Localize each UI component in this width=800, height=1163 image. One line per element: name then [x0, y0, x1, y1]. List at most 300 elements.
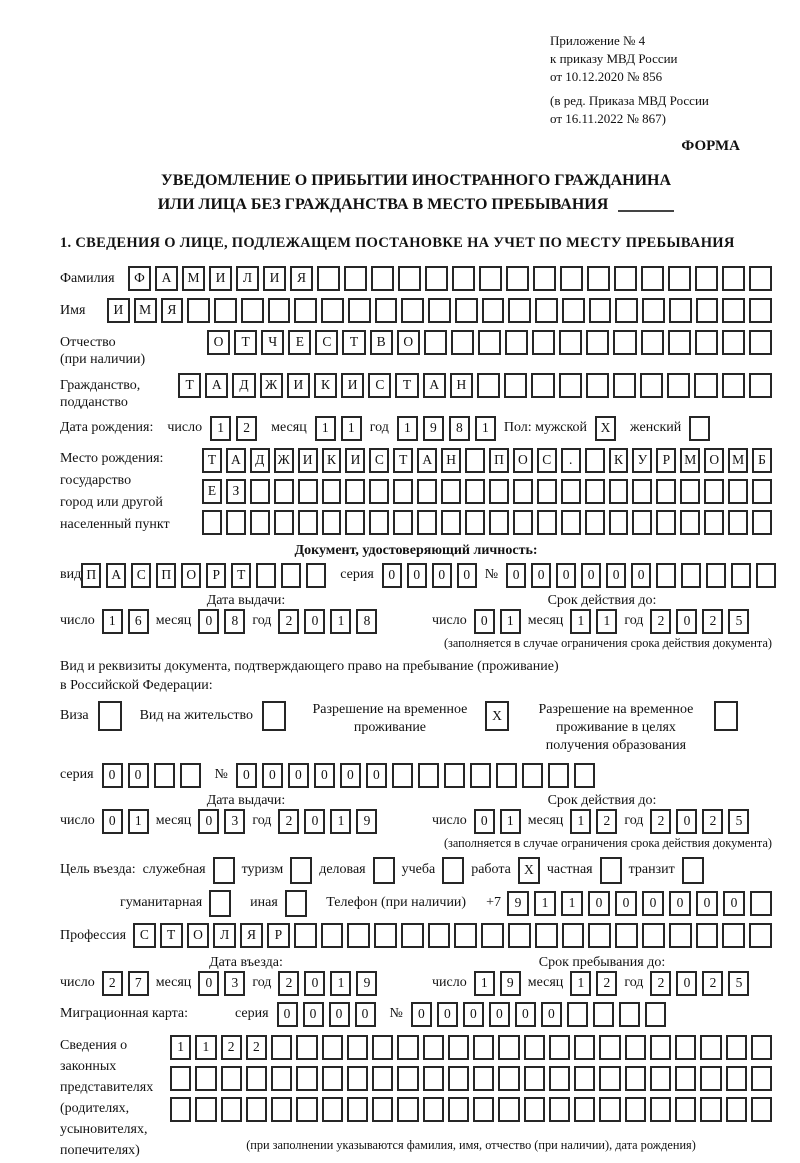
- char-box[interactable]: 0: [102, 763, 123, 788]
- char-box[interactable]: К: [609, 448, 629, 473]
- char-box[interactable]: [202, 510, 222, 535]
- char-box[interactable]: 0: [366, 763, 387, 788]
- char-box[interactable]: [656, 479, 676, 504]
- char-box[interactable]: [221, 1097, 242, 1122]
- char-box[interactable]: [728, 510, 748, 535]
- char-box[interactable]: [369, 479, 389, 504]
- char-box[interactable]: Л: [213, 923, 236, 948]
- char-box[interactable]: Р: [656, 448, 676, 473]
- char-box[interactable]: 0: [303, 1002, 324, 1027]
- char-box[interactable]: [250, 479, 270, 504]
- char-box[interactable]: [722, 330, 745, 355]
- char-box[interactable]: [271, 1035, 292, 1060]
- char-box[interactable]: С: [369, 448, 389, 473]
- char-box[interactable]: [695, 266, 718, 291]
- char-box[interactable]: [632, 479, 652, 504]
- char-box[interactable]: [625, 1097, 646, 1122]
- char-box[interactable]: [613, 330, 636, 355]
- char-box[interactable]: [268, 298, 291, 323]
- char-box[interactable]: [180, 763, 201, 788]
- char-box[interactable]: [481, 923, 504, 948]
- char-box[interactable]: [522, 763, 543, 788]
- char-box[interactable]: Т: [202, 448, 222, 473]
- char-box[interactable]: [642, 298, 665, 323]
- char-box[interactable]: 1: [474, 971, 495, 996]
- char-box[interactable]: 2: [102, 971, 123, 996]
- char-box[interactable]: [614, 266, 637, 291]
- char-box[interactable]: [374, 923, 397, 948]
- char-box[interactable]: [669, 923, 692, 948]
- char-box[interactable]: О: [397, 330, 420, 355]
- char-box[interactable]: [465, 479, 485, 504]
- char-box[interactable]: [749, 330, 772, 355]
- char-box[interactable]: 1: [315, 416, 336, 441]
- char-box[interactable]: [393, 479, 413, 504]
- char-box[interactable]: [504, 373, 527, 398]
- char-box[interactable]: 0: [606, 563, 626, 588]
- char-box[interactable]: [321, 298, 344, 323]
- char-box[interactable]: 0: [588, 891, 610, 916]
- char-box[interactable]: 1: [128, 809, 149, 834]
- char-box[interactable]: [344, 266, 367, 291]
- char-box[interactable]: [417, 479, 437, 504]
- char-box[interactable]: [347, 1066, 368, 1091]
- char-box[interactable]: [749, 266, 772, 291]
- char-box[interactable]: О: [513, 448, 533, 473]
- char-box[interactable]: [562, 923, 585, 948]
- char-box[interactable]: [417, 510, 437, 535]
- char-box[interactable]: [448, 1097, 469, 1122]
- char-box[interactable]: Ж: [274, 448, 294, 473]
- char-box[interactable]: [372, 1066, 393, 1091]
- char-box[interactable]: [401, 923, 424, 948]
- char-box[interactable]: С: [133, 923, 156, 948]
- char-box[interactable]: [589, 298, 612, 323]
- char-box[interactable]: [561, 510, 581, 535]
- char-box[interactable]: [641, 330, 664, 355]
- char-box[interactable]: [397, 1066, 418, 1091]
- char-box[interactable]: [321, 923, 344, 948]
- char-box[interactable]: [401, 298, 424, 323]
- char-box[interactable]: [535, 298, 558, 323]
- char-box[interactable]: 1: [570, 609, 591, 634]
- char-box[interactable]: [451, 330, 474, 355]
- char-box[interactable]: [465, 448, 485, 473]
- char-box[interactable]: [506, 266, 529, 291]
- char-box[interactable]: [271, 1066, 292, 1091]
- char-box[interactable]: 2: [650, 809, 671, 834]
- char-box[interactable]: М: [728, 448, 748, 473]
- char-box[interactable]: 9: [507, 891, 529, 916]
- char-box[interactable]: [609, 479, 629, 504]
- char-box[interactable]: [508, 298, 531, 323]
- char-box[interactable]: [704, 510, 724, 535]
- char-box[interactable]: 0: [304, 971, 325, 996]
- char-box[interactable]: К: [314, 373, 337, 398]
- char-box[interactable]: [751, 1097, 772, 1122]
- char-box[interactable]: [452, 266, 475, 291]
- char-box[interactable]: [675, 1097, 696, 1122]
- char-box[interactable]: [722, 298, 745, 323]
- char-box[interactable]: [650, 1097, 671, 1122]
- char-box[interactable]: Р: [206, 563, 226, 588]
- char-box[interactable]: [650, 1035, 671, 1060]
- char-box[interactable]: К: [322, 448, 342, 473]
- char-box[interactable]: [170, 1097, 191, 1122]
- char-box[interactable]: [749, 298, 772, 323]
- char-box[interactable]: 0: [457, 563, 477, 588]
- char-box[interactable]: [726, 1066, 747, 1091]
- char-box[interactable]: [668, 330, 691, 355]
- char-box[interactable]: 0: [432, 563, 452, 588]
- char-box[interactable]: А: [226, 448, 246, 473]
- char-box[interactable]: 2: [650, 971, 671, 996]
- char-box[interactable]: П: [156, 563, 176, 588]
- char-box[interactable]: Ч: [261, 330, 284, 355]
- char-box[interactable]: 7: [128, 971, 149, 996]
- char-box[interactable]: [535, 923, 558, 948]
- char-box[interactable]: [398, 266, 421, 291]
- char-box[interactable]: [714, 701, 738, 731]
- char-box[interactable]: [322, 1066, 343, 1091]
- char-box[interactable]: [465, 510, 485, 535]
- char-box[interactable]: [524, 1097, 545, 1122]
- char-box[interactable]: [454, 923, 477, 948]
- char-box[interactable]: [726, 1035, 747, 1060]
- char-box[interactable]: [296, 1097, 317, 1122]
- char-box[interactable]: [531, 373, 554, 398]
- char-box[interactable]: [213, 857, 235, 884]
- char-box[interactable]: А: [106, 563, 126, 588]
- char-box[interactable]: X: [595, 416, 616, 441]
- char-box[interactable]: [98, 701, 122, 731]
- char-box[interactable]: 3: [224, 809, 245, 834]
- char-box[interactable]: Я: [161, 298, 184, 323]
- char-box[interactable]: 1: [170, 1035, 191, 1060]
- char-box[interactable]: [667, 373, 690, 398]
- char-box[interactable]: [285, 890, 307, 917]
- char-box[interactable]: [489, 479, 509, 504]
- char-box[interactable]: [296, 1066, 317, 1091]
- char-box[interactable]: 2: [278, 809, 299, 834]
- char-box[interactable]: З: [226, 479, 246, 504]
- char-box[interactable]: [537, 510, 557, 535]
- char-box[interactable]: [505, 330, 528, 355]
- char-box[interactable]: [750, 891, 772, 916]
- char-box[interactable]: [599, 1035, 620, 1060]
- char-box[interactable]: .: [561, 448, 581, 473]
- char-box[interactable]: 1: [475, 416, 496, 441]
- char-box[interactable]: Ж: [260, 373, 283, 398]
- char-box[interactable]: 2: [702, 609, 723, 634]
- char-box[interactable]: О: [187, 923, 210, 948]
- char-box[interactable]: 1: [195, 1035, 216, 1060]
- char-box[interactable]: [498, 1066, 519, 1091]
- char-box[interactable]: [549, 1066, 570, 1091]
- char-box[interactable]: [195, 1097, 216, 1122]
- char-box[interactable]: [532, 330, 555, 355]
- char-box[interactable]: [441, 510, 461, 535]
- char-box[interactable]: Т: [160, 923, 183, 948]
- char-box[interactable]: X: [485, 701, 509, 731]
- char-box[interactable]: [170, 1066, 191, 1091]
- char-box[interactable]: И: [263, 266, 286, 291]
- char-box[interactable]: 9: [500, 971, 521, 996]
- char-box[interactable]: Т: [234, 330, 257, 355]
- char-box[interactable]: [195, 1066, 216, 1091]
- char-box[interactable]: 1: [210, 416, 231, 441]
- char-box[interactable]: 0: [581, 563, 601, 588]
- char-box[interactable]: [641, 266, 664, 291]
- char-box[interactable]: 0: [128, 763, 149, 788]
- char-box[interactable]: А: [417, 448, 437, 473]
- char-box[interactable]: [749, 373, 772, 398]
- char-box[interactable]: И: [341, 373, 364, 398]
- char-box[interactable]: 1: [330, 809, 351, 834]
- char-box[interactable]: [625, 1066, 646, 1091]
- char-box[interactable]: 0: [314, 763, 335, 788]
- char-box[interactable]: [625, 1035, 646, 1060]
- char-box[interactable]: Т: [393, 448, 413, 473]
- char-box[interactable]: П: [489, 448, 509, 473]
- char-box[interactable]: И: [209, 266, 232, 291]
- char-box[interactable]: 0: [288, 763, 309, 788]
- char-box[interactable]: Т: [342, 330, 365, 355]
- char-box[interactable]: [619, 1002, 640, 1027]
- char-box[interactable]: [392, 763, 413, 788]
- char-box[interactable]: [428, 923, 451, 948]
- char-box[interactable]: [642, 923, 665, 948]
- char-box[interactable]: [586, 330, 609, 355]
- char-box[interactable]: [428, 298, 451, 323]
- char-box[interactable]: [695, 330, 718, 355]
- char-box[interactable]: [675, 1066, 696, 1091]
- char-box[interactable]: 9: [356, 971, 377, 996]
- char-box[interactable]: [372, 1097, 393, 1122]
- char-box[interactable]: Н: [441, 448, 461, 473]
- char-box[interactable]: [347, 923, 370, 948]
- char-box[interactable]: [513, 479, 533, 504]
- char-box[interactable]: 9: [423, 416, 444, 441]
- char-box[interactable]: [290, 857, 312, 884]
- char-box[interactable]: 0: [304, 809, 325, 834]
- char-box[interactable]: [214, 298, 237, 323]
- char-box[interactable]: [681, 563, 701, 588]
- char-box[interactable]: [588, 923, 611, 948]
- char-box[interactable]: [549, 1035, 570, 1060]
- char-box[interactable]: [508, 923, 531, 948]
- char-box[interactable]: [478, 330, 501, 355]
- char-box[interactable]: 0: [355, 1002, 376, 1027]
- char-box[interactable]: С: [537, 448, 557, 473]
- char-box[interactable]: О: [704, 448, 724, 473]
- char-box[interactable]: [479, 266, 502, 291]
- char-box[interactable]: Е: [288, 330, 311, 355]
- char-box[interactable]: 0: [669, 891, 691, 916]
- char-box[interactable]: [448, 1066, 469, 1091]
- char-box[interactable]: [373, 857, 395, 884]
- char-box[interactable]: 2: [221, 1035, 242, 1060]
- char-box[interactable]: 0: [631, 563, 651, 588]
- char-box[interactable]: 0: [642, 891, 664, 916]
- char-box[interactable]: [609, 510, 629, 535]
- char-box[interactable]: [706, 563, 726, 588]
- char-box[interactable]: [442, 857, 464, 884]
- char-box[interactable]: 0: [382, 563, 402, 588]
- char-box[interactable]: 6: [128, 609, 149, 634]
- char-box[interactable]: [393, 510, 413, 535]
- char-box[interactable]: [345, 479, 365, 504]
- char-box[interactable]: [294, 298, 317, 323]
- char-box[interactable]: [574, 1035, 595, 1060]
- char-box[interactable]: Р: [267, 923, 290, 948]
- char-box[interactable]: [524, 1066, 545, 1091]
- char-box[interactable]: 8: [224, 609, 245, 634]
- char-box[interactable]: [669, 298, 692, 323]
- char-box[interactable]: П: [81, 563, 101, 588]
- char-box[interactable]: [668, 266, 691, 291]
- char-box[interactable]: [704, 479, 724, 504]
- char-box[interactable]: [348, 298, 371, 323]
- char-box[interactable]: 0: [262, 763, 283, 788]
- char-box[interactable]: [369, 510, 389, 535]
- char-box[interactable]: [345, 510, 365, 535]
- char-box[interactable]: [425, 266, 448, 291]
- char-box[interactable]: [537, 479, 557, 504]
- char-box[interactable]: 0: [541, 1002, 562, 1027]
- char-box[interactable]: [722, 266, 745, 291]
- char-box[interactable]: [751, 1035, 772, 1060]
- char-box[interactable]: [574, 763, 595, 788]
- char-box[interactable]: [726, 1097, 747, 1122]
- char-box[interactable]: 0: [411, 1002, 432, 1027]
- char-box[interactable]: 0: [696, 891, 718, 916]
- char-box[interactable]: [560, 266, 583, 291]
- char-box[interactable]: [455, 298, 478, 323]
- char-box[interactable]: [700, 1097, 721, 1122]
- char-box[interactable]: И: [298, 448, 318, 473]
- char-box[interactable]: 9: [356, 809, 377, 834]
- char-box[interactable]: [441, 479, 461, 504]
- char-box[interactable]: [656, 510, 676, 535]
- char-box[interactable]: [574, 1066, 595, 1091]
- char-box[interactable]: А: [155, 266, 178, 291]
- char-box[interactable]: [477, 373, 500, 398]
- char-box[interactable]: [559, 373, 582, 398]
- char-box[interactable]: [397, 1035, 418, 1060]
- char-box[interactable]: Е: [202, 479, 222, 504]
- char-box[interactable]: [700, 1066, 721, 1091]
- char-box[interactable]: [473, 1066, 494, 1091]
- char-box[interactable]: [524, 1035, 545, 1060]
- char-box[interactable]: О: [207, 330, 230, 355]
- char-box[interactable]: [274, 510, 294, 535]
- char-box[interactable]: Д: [232, 373, 255, 398]
- char-box[interactable]: [296, 1035, 317, 1060]
- char-box[interactable]: [372, 1035, 393, 1060]
- char-box[interactable]: [473, 1097, 494, 1122]
- char-box[interactable]: [689, 416, 710, 441]
- char-box[interactable]: [700, 1035, 721, 1060]
- char-box[interactable]: 0: [198, 809, 219, 834]
- char-box[interactable]: О: [181, 563, 201, 588]
- char-box[interactable]: [371, 266, 394, 291]
- char-box[interactable]: Т: [178, 373, 201, 398]
- char-box[interactable]: [559, 330, 582, 355]
- char-box[interactable]: 8: [449, 416, 470, 441]
- char-box[interactable]: [271, 1097, 292, 1122]
- char-box[interactable]: [246, 1066, 267, 1091]
- char-box[interactable]: [250, 510, 270, 535]
- char-box[interactable]: М: [680, 448, 700, 473]
- char-box[interactable]: 2: [650, 609, 671, 634]
- char-box[interactable]: [562, 298, 585, 323]
- char-box[interactable]: 5: [728, 609, 749, 634]
- char-box[interactable]: М: [182, 266, 205, 291]
- char-box[interactable]: [585, 479, 605, 504]
- char-box[interactable]: 1: [330, 609, 351, 634]
- char-box[interactable]: [656, 563, 676, 588]
- char-box[interactable]: 0: [304, 609, 325, 634]
- char-box[interactable]: [256, 563, 276, 588]
- char-box[interactable]: 0: [329, 1002, 350, 1027]
- char-box[interactable]: [632, 510, 652, 535]
- char-box[interactable]: [246, 1097, 267, 1122]
- char-box[interactable]: [418, 763, 439, 788]
- char-box[interactable]: [423, 1097, 444, 1122]
- char-box[interactable]: И: [345, 448, 365, 473]
- char-box[interactable]: 0: [515, 1002, 536, 1027]
- char-box[interactable]: [728, 479, 748, 504]
- char-box[interactable]: Я: [290, 266, 313, 291]
- char-box[interactable]: 1: [500, 809, 521, 834]
- char-box[interactable]: [496, 763, 517, 788]
- char-box[interactable]: 1: [596, 609, 617, 634]
- char-box[interactable]: [567, 1002, 588, 1027]
- char-box[interactable]: С: [315, 330, 338, 355]
- char-box[interactable]: 0: [676, 971, 697, 996]
- char-box[interactable]: [347, 1035, 368, 1060]
- char-box[interactable]: [731, 563, 751, 588]
- char-box[interactable]: [600, 857, 622, 884]
- char-box[interactable]: Т: [231, 563, 251, 588]
- char-box[interactable]: [722, 923, 745, 948]
- char-box[interactable]: Я: [240, 923, 263, 948]
- char-box[interactable]: [473, 1035, 494, 1060]
- char-box[interactable]: [613, 373, 636, 398]
- char-box[interactable]: Б: [752, 448, 772, 473]
- char-box[interactable]: С: [368, 373, 391, 398]
- char-box[interactable]: [298, 479, 318, 504]
- char-box[interactable]: 0: [437, 1002, 458, 1027]
- char-box[interactable]: [586, 373, 609, 398]
- char-box[interactable]: [752, 510, 772, 535]
- char-box[interactable]: [187, 298, 210, 323]
- char-box[interactable]: 0: [474, 609, 495, 634]
- char-box[interactable]: [650, 1066, 671, 1091]
- char-box[interactable]: [322, 479, 342, 504]
- char-box[interactable]: 1: [570, 971, 591, 996]
- char-box[interactable]: [694, 373, 717, 398]
- char-box[interactable]: [615, 923, 638, 948]
- char-box[interactable]: 0: [474, 809, 495, 834]
- char-box[interactable]: 2: [278, 609, 299, 634]
- char-box[interactable]: [533, 266, 556, 291]
- char-box[interactable]: [322, 1097, 343, 1122]
- char-box[interactable]: [498, 1035, 519, 1060]
- char-box[interactable]: [751, 1066, 772, 1091]
- char-box[interactable]: А: [423, 373, 446, 398]
